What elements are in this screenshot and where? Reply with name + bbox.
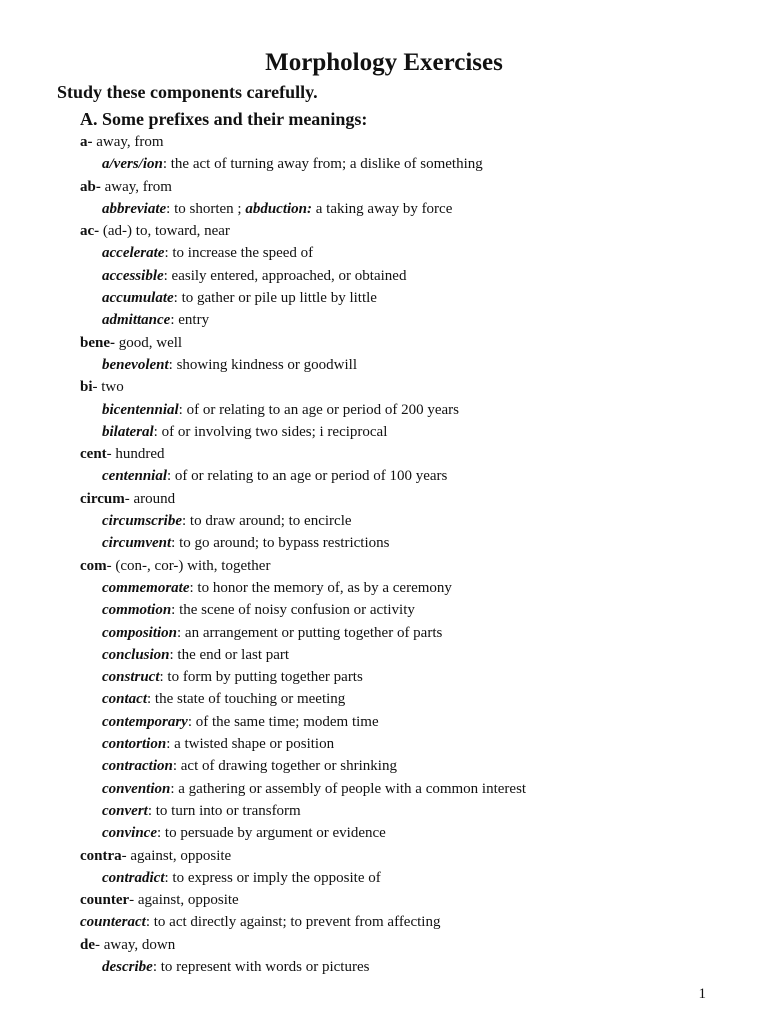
word-entry (0, 287, 768, 309)
word-entry (0, 778, 768, 800)
example-word: circumscribe (102, 513, 182, 530)
prefix-meaning: - hundred (106, 446, 165, 463)
example-word: accessible (102, 267, 164, 284)
prefix-meaning: away, from (100, 178, 172, 195)
word-definition: : of or relating to an age or period of 100 years (167, 468, 448, 485)
word-definition: : the end or last part (169, 646, 290, 663)
word-entry (0, 755, 768, 777)
word-entry (0, 265, 768, 287)
prefix-entry (0, 332, 768, 354)
example-word: construct (102, 669, 160, 686)
word-definition: : the scene of noisy confusion or activity (171, 602, 415, 619)
prefix-term: de (80, 936, 95, 953)
prefix-meaning: - against, opposite (121, 847, 232, 864)
word-definition: : of or involving two sides; i reciprocal (153, 423, 388, 440)
example-word: counteract (80, 914, 146, 931)
prefix-meaning: away, from (92, 134, 164, 150)
word-entry (0, 622, 768, 644)
example-word: abduction: (245, 200, 313, 217)
word-entry (0, 532, 768, 554)
word-definition: : to turn into or transform (147, 802, 301, 819)
word-definition: : to gather or pile up little by little (173, 290, 377, 307)
word-entry (0, 599, 768, 621)
word-definition: : a gathering or assembly of people with a common interest (170, 780, 527, 797)
prefix-entry (0, 488, 768, 510)
example-word: convert (102, 802, 148, 819)
example-word: contraction (102, 758, 173, 775)
prefix-term: bi (80, 379, 93, 396)
prefix-entry (0, 889, 768, 911)
prefix-entry (0, 934, 768, 956)
word-definition: : to form by putting together parts (159, 669, 363, 686)
example-word: contortion (102, 736, 167, 753)
word-entry (0, 644, 768, 666)
word-entry (0, 711, 768, 733)
word-definition: : showing kindness or goodwill (168, 356, 357, 373)
word-entry (0, 309, 768, 331)
prefix-term: ab- (80, 178, 101, 195)
word-definition: : to persuade by argument or evidence (156, 825, 386, 842)
prefix-meaning: - against, opposite (129, 892, 239, 909)
word-definition: : easily entered, approached, or obtained (163, 267, 407, 284)
word-entry (0, 198, 768, 220)
example-word: contact (102, 691, 147, 708)
example-word: centennial (102, 468, 168, 485)
example-word: describe (102, 958, 153, 975)
page-number: 1 (698, 986, 706, 1002)
example-word: contemporary (102, 713, 188, 730)
word-entry (0, 800, 768, 822)
prefix-term: circum (80, 490, 125, 507)
prefix-term: contra (80, 847, 122, 864)
example-word: a/vers/ion (102, 156, 163, 173)
prefix-entry (0, 845, 768, 867)
word-entry (0, 399, 768, 421)
word-definition: : to honor the memory of, as by a ceremony (189, 579, 452, 596)
word-definition: : an arrangement or putting together of parts (177, 624, 443, 641)
prefix-entry (0, 555, 768, 577)
instruction-heading: Study these components carefully. (57, 82, 318, 102)
word-entry (0, 153, 768, 175)
prefix-meaning: (ad-) to, toward, near (99, 223, 230, 240)
example-word: accelerate (102, 245, 165, 262)
prefix-entry (0, 220, 768, 242)
prefix-term: counter (80, 892, 130, 909)
word-entry (0, 354, 768, 376)
example-word: benevolent (102, 356, 169, 373)
prefix-entry (0, 131, 768, 153)
entries-list (0, 131, 768, 978)
example-word: admittance (102, 312, 171, 329)
example-word: commotion (102, 602, 172, 619)
word-entry (0, 465, 768, 487)
word-definition: : to act directly against; to prevent from affecting (145, 914, 441, 931)
prefix-meaning: - away, down (95, 936, 176, 953)
word-definition: : act of drawing together or shrinking (172, 758, 397, 775)
prefix-meaning: - two (92, 379, 124, 396)
prefix-term: bene- (80, 334, 115, 351)
example-word: abbreviate (102, 200, 167, 217)
word-definition: : entry (170, 312, 210, 329)
example-word: convention (102, 780, 171, 797)
word-entry (0, 577, 768, 599)
word-definition: a taking away by force (312, 200, 453, 217)
prefix-term: a- (80, 134, 93, 150)
word-definition: : to go around; to bypass restrictions (171, 535, 390, 552)
example-word: circumvent (102, 535, 172, 552)
prefix-entry (0, 443, 768, 465)
word-definition: : to express or imply the opposite of (164, 869, 381, 886)
example-word: bilateral (102, 423, 154, 440)
example-word: composition (102, 624, 178, 641)
word-entry (0, 666, 768, 688)
word-entry (0, 911, 768, 933)
prefix-term: com (80, 557, 107, 574)
example-word: accumulate (102, 290, 174, 307)
page-title: Morphology Exercises (265, 49, 503, 76)
prefix-term: ac- (80, 223, 100, 240)
example-word: convince (102, 825, 157, 842)
word-entry (0, 733, 768, 755)
prefix-meaning: good, well (115, 334, 183, 351)
word-entry (0, 822, 768, 844)
word-definition: : the act of turning away from; a dislike of something (162, 156, 483, 173)
word-definition: : of the same time; modem time (187, 713, 379, 730)
prefix-entry (0, 376, 768, 398)
prefix-meaning: - around (124, 490, 176, 507)
example-word: contradict (102, 869, 165, 886)
word-entry (0, 688, 768, 710)
word-entry (0, 510, 768, 532)
word-entry (0, 242, 768, 264)
word-definition: : the state of touching or meeting (147, 691, 346, 708)
word-entry (0, 867, 768, 889)
word-definition: : to represent with words or pictures (152, 958, 370, 975)
word-entry (0, 421, 768, 443)
prefix-term: cent (80, 446, 107, 463)
word-definition: : to increase the speed of (164, 245, 314, 262)
prefix-entry (0, 176, 768, 198)
prefix-meaning: - (con-, cor-) with, together (106, 557, 271, 574)
section-heading: A. Some prefixes and their meanings: (80, 109, 368, 129)
word-definition: : a twisted shape or position (166, 736, 335, 753)
word-definition: : of or relating to an age or period of 200 years (178, 401, 459, 418)
example-word: commemorate (102, 579, 190, 596)
example-word: conclusion (102, 646, 170, 663)
word-definition: : to shorten ; (166, 200, 246, 217)
word-entry (0, 956, 768, 978)
word-definition: : to draw around; to encircle (182, 513, 352, 530)
example-word: bicentennial (102, 401, 179, 418)
